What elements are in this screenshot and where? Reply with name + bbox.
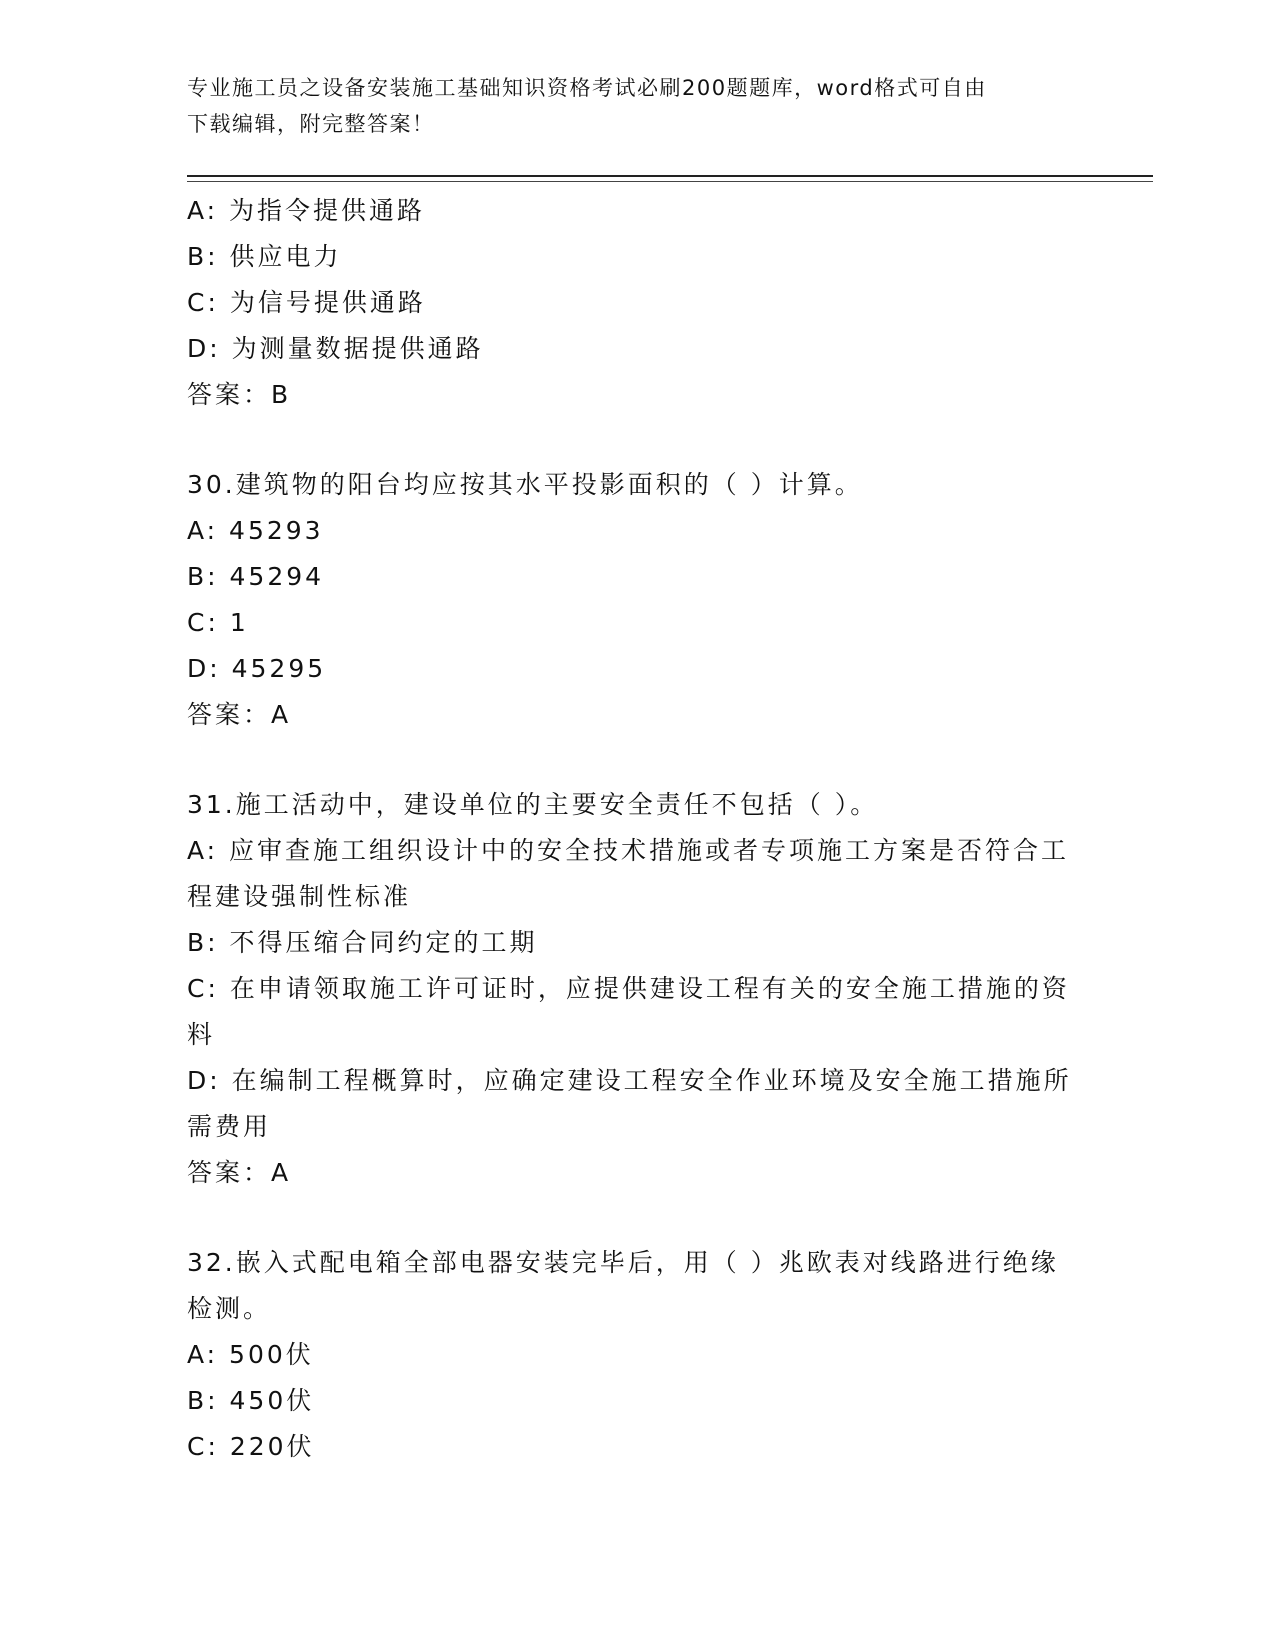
- spacer: [187, 738, 1077, 782]
- header-rule-thick: [187, 175, 1153, 177]
- header-rule-thin: [187, 181, 1153, 182]
- option-b: B: 450伏: [187, 1386, 315, 1415]
- option-b: B: 供应电力: [187, 242, 342, 271]
- question-31-block: [187, 782, 1077, 1196]
- option-a: A: 500伏: [187, 1340, 314, 1369]
- option-c: C: 为信号提供通路: [187, 288, 426, 317]
- option-a: A: 应审查施工组织设计中的安全技术措施或者专项施工方案是否符合工程建设强制性标准: [187, 836, 1070, 911]
- header-line-2: 下载编辑，附完整答案！: [187, 112, 435, 136]
- option-b: B: 45294: [187, 562, 325, 591]
- spacer: [187, 1196, 1077, 1240]
- document-header: [187, 70, 1067, 142]
- option-c: C: 在申请领取施工许可证时，应提供建设工程有关的安全施工措施的资料: [187, 974, 1070, 1049]
- header-line-1: 专业施工员之设备安装施工基础知识资格考试必刷200题题库，word格式可自由: [187, 76, 987, 100]
- question-32-block: [187, 1240, 1077, 1470]
- answer-line: 答案：A: [187, 1158, 292, 1187]
- option-a: A: 45293: [187, 516, 324, 545]
- question-30-block: [187, 462, 1077, 738]
- answer-line: 答案：A: [187, 700, 292, 729]
- answer-line: 答案：B: [187, 380, 292, 409]
- spacer: [187, 418, 1077, 462]
- question-stem: 30.建筑物的阳台均应按其水平投影面积的（ ）计算。: [187, 470, 863, 499]
- question-stem: 31.施工活动中，建设单位的主要安全责任不包括（ ）。: [187, 790, 879, 819]
- option-d: D: 为测量数据提供通路: [187, 334, 484, 363]
- option-d: D: 在编制工程概算时，应确定建设工程安全作业环境及安全施工措施所需费用: [187, 1066, 1072, 1141]
- option-a: A: 为指令提供通路: [187, 196, 426, 225]
- option-c: C: 220伏: [187, 1432, 315, 1461]
- question-stem: 32.嵌入式配电箱全部电器安装完毕后，用（ ）兆欧表对线路进行绝缘检测。: [187, 1248, 1059, 1323]
- question-content: [187, 188, 1077, 1470]
- option-c: C: 1: [187, 608, 249, 637]
- option-b: B: 不得压缩合同约定的工期: [187, 928, 538, 957]
- option-d: D: 45295: [187, 654, 327, 683]
- prev-question-block: [187, 188, 1077, 418]
